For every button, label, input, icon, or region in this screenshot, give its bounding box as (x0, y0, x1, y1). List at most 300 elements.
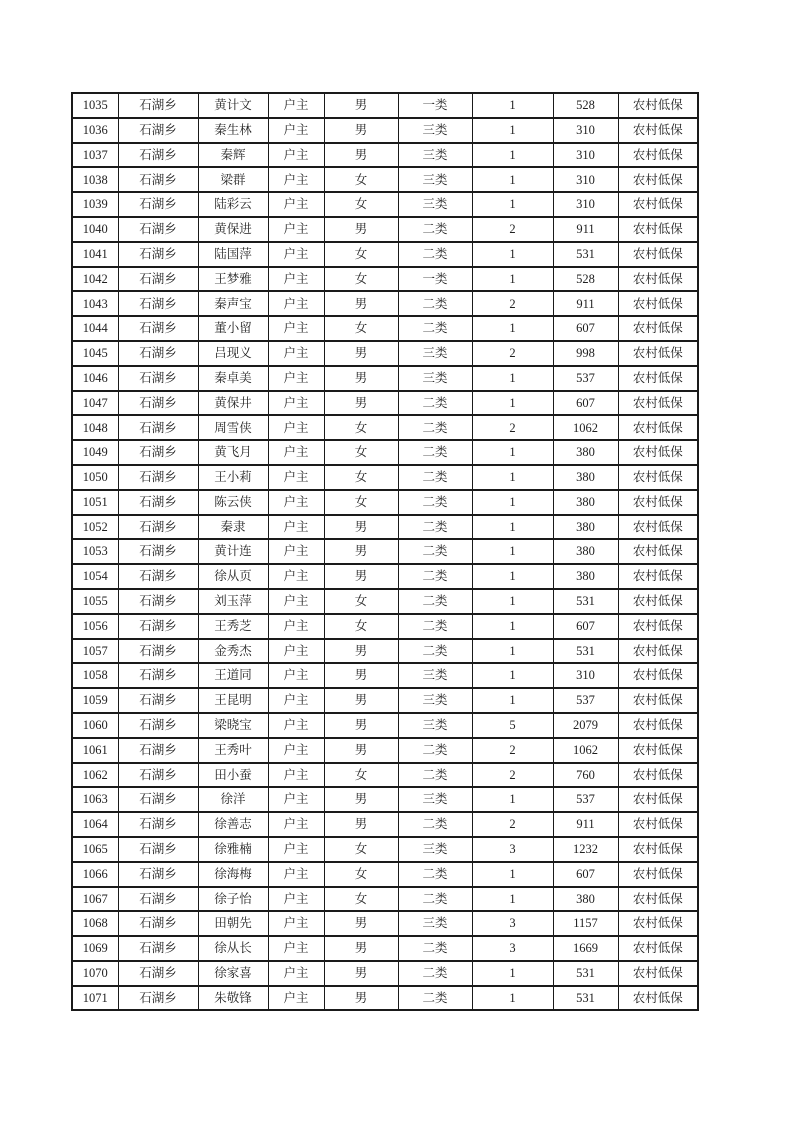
cell-township: 石湖乡 (118, 366, 198, 391)
cell-relationship: 户主 (268, 887, 324, 912)
cell-name: 秦隶 (198, 515, 268, 540)
cell-gender: 女 (324, 465, 398, 490)
cell-name: 徐海梅 (198, 862, 268, 887)
cell-relationship: 户主 (268, 812, 324, 837)
cell-relationship: 户主 (268, 614, 324, 639)
cell-township: 石湖乡 (118, 713, 198, 738)
table-row (72, 688, 698, 713)
cell-amount: 1232 (553, 837, 618, 862)
cell-township: 石湖乡 (118, 564, 198, 589)
cell-relationship: 户主 (268, 713, 324, 738)
cell-township: 石湖乡 (118, 539, 198, 564)
cell-subsidy-type: 农村低保 (618, 192, 698, 217)
cell-amount: 998 (553, 341, 618, 366)
cell-subsidy-type: 农村低保 (618, 862, 698, 887)
cell-subsidy-type: 农村低保 (618, 118, 698, 143)
cell-amount: 380 (553, 539, 618, 564)
cell-person-count: 1 (472, 192, 553, 217)
cell-person-count: 2 (472, 291, 553, 316)
cell-amount: 911 (553, 217, 618, 242)
cell-category: 二类 (398, 564, 472, 589)
cell-person-count: 1 (472, 490, 553, 515)
cell-amount: 760 (553, 763, 618, 788)
table-row (72, 738, 698, 763)
cell-person-count: 2 (472, 738, 553, 763)
cell-subsidy-type: 农村低保 (618, 341, 698, 366)
cell-amount: 531 (553, 961, 618, 986)
table-row (72, 936, 698, 961)
cell-amount: 607 (553, 316, 618, 341)
cell-amount: 537 (553, 366, 618, 391)
cell-relationship: 户主 (268, 267, 324, 292)
cell-serial-number: 1044 (72, 316, 118, 341)
cell-gender: 女 (324, 763, 398, 788)
cell-gender: 女 (324, 415, 398, 440)
cell-name: 王道同 (198, 663, 268, 688)
cell-amount: 537 (553, 787, 618, 812)
cell-serial-number: 1054 (72, 564, 118, 589)
cell-subsidy-type: 农村低保 (618, 267, 698, 292)
cell-township: 石湖乡 (118, 515, 198, 540)
table-row (72, 366, 698, 391)
table-row (72, 961, 698, 986)
cell-category: 二类 (398, 812, 472, 837)
cell-category: 一类 (398, 93, 472, 118)
cell-category: 二类 (398, 242, 472, 267)
cell-relationship: 户主 (268, 986, 324, 1011)
cell-gender: 女 (324, 316, 398, 341)
cell-name: 黄计连 (198, 539, 268, 564)
cell-subsidy-type: 农村低保 (618, 539, 698, 564)
cell-name: 徐雅楠 (198, 837, 268, 862)
cell-category: 二类 (398, 887, 472, 912)
cell-amount: 310 (553, 167, 618, 192)
cell-name: 徐洋 (198, 787, 268, 812)
table-row (72, 589, 698, 614)
cell-person-count: 1 (472, 986, 553, 1011)
cell-township: 石湖乡 (118, 391, 198, 416)
cell-township: 石湖乡 (118, 862, 198, 887)
cell-township: 石湖乡 (118, 341, 198, 366)
cell-gender: 女 (324, 837, 398, 862)
table-row (72, 391, 698, 416)
cell-serial-number: 1045 (72, 341, 118, 366)
cell-relationship: 户主 (268, 93, 324, 118)
table-row (72, 143, 698, 168)
cell-category: 二类 (398, 862, 472, 887)
cell-subsidy-type: 农村低保 (618, 812, 698, 837)
cell-serial-number: 1049 (72, 440, 118, 465)
cell-relationship: 户主 (268, 515, 324, 540)
cell-person-count: 1 (472, 267, 553, 292)
cell-name: 金秀杰 (198, 639, 268, 664)
table-row (72, 242, 698, 267)
cell-subsidy-type: 农村低保 (618, 217, 698, 242)
cell-name: 董小留 (198, 316, 268, 341)
cell-category: 三类 (398, 713, 472, 738)
cell-category: 三类 (398, 143, 472, 168)
cell-amount: 380 (553, 887, 618, 912)
table-row (72, 539, 698, 564)
cell-subsidy-type: 农村低保 (618, 763, 698, 788)
cell-amount: 2079 (553, 713, 618, 738)
cell-serial-number: 1035 (72, 93, 118, 118)
cell-subsidy-type: 农村低保 (618, 564, 698, 589)
cell-gender: 男 (324, 366, 398, 391)
table-row (72, 887, 698, 912)
cell-township: 石湖乡 (118, 961, 198, 986)
cell-relationship: 户主 (268, 490, 324, 515)
cell-relationship: 户主 (268, 192, 324, 217)
cell-township: 石湖乡 (118, 639, 198, 664)
cell-relationship: 户主 (268, 589, 324, 614)
cell-name: 黄保进 (198, 217, 268, 242)
cell-subsidy-type: 农村低保 (618, 143, 698, 168)
table-row (72, 986, 698, 1011)
cell-gender: 男 (324, 341, 398, 366)
cell-person-count: 1 (472, 961, 553, 986)
cell-relationship: 户主 (268, 341, 324, 366)
cell-relationship: 户主 (268, 961, 324, 986)
cell-gender: 女 (324, 167, 398, 192)
cell-subsidy-type: 农村低保 (618, 911, 698, 936)
cell-name: 秦声宝 (198, 291, 268, 316)
cell-subsidy-type: 农村低保 (618, 242, 698, 267)
cell-name: 黄计文 (198, 93, 268, 118)
table-body (72, 93, 698, 1010)
cell-category: 二类 (398, 490, 472, 515)
cell-subsidy-type: 农村低保 (618, 787, 698, 812)
cell-person-count: 1 (472, 465, 553, 490)
cell-township: 石湖乡 (118, 812, 198, 837)
cell-amount: 528 (553, 267, 618, 292)
cell-person-count: 1 (472, 589, 553, 614)
cell-subsidy-type: 农村低保 (618, 887, 698, 912)
cell-name: 徐善志 (198, 812, 268, 837)
cell-amount: 1157 (553, 911, 618, 936)
cell-amount: 310 (553, 192, 618, 217)
cell-relationship: 户主 (268, 688, 324, 713)
table-row (72, 316, 698, 341)
cell-category: 二类 (398, 515, 472, 540)
cell-serial-number: 1048 (72, 415, 118, 440)
cell-gender: 男 (324, 911, 398, 936)
cell-name: 周雪侠 (198, 415, 268, 440)
cell-gender: 男 (324, 787, 398, 812)
cell-serial-number: 1064 (72, 812, 118, 837)
cell-gender: 女 (324, 862, 398, 887)
cell-person-count: 1 (472, 539, 553, 564)
cell-category: 二类 (398, 986, 472, 1011)
table-row (72, 911, 698, 936)
cell-township: 石湖乡 (118, 291, 198, 316)
cell-category: 二类 (398, 961, 472, 986)
cell-category: 二类 (398, 316, 472, 341)
cell-subsidy-type: 农村低保 (618, 167, 698, 192)
cell-gender: 男 (324, 291, 398, 316)
cell-amount: 1669 (553, 936, 618, 961)
cell-gender: 男 (324, 217, 398, 242)
cell-relationship: 户主 (268, 465, 324, 490)
cell-serial-number: 1070 (72, 961, 118, 986)
cell-name: 吕现义 (198, 341, 268, 366)
cell-relationship: 户主 (268, 564, 324, 589)
cell-person-count: 2 (472, 415, 553, 440)
cell-township: 石湖乡 (118, 242, 198, 267)
cell-township: 石湖乡 (118, 490, 198, 515)
cell-person-count: 1 (472, 663, 553, 688)
cell-category: 二类 (398, 391, 472, 416)
cell-person-count: 2 (472, 217, 553, 242)
cell-person-count: 3 (472, 911, 553, 936)
cell-subsidy-type: 农村低保 (618, 366, 698, 391)
cell-township: 石湖乡 (118, 614, 198, 639)
cell-amount: 537 (553, 688, 618, 713)
cell-category: 三类 (398, 366, 472, 391)
cell-person-count: 2 (472, 763, 553, 788)
cell-person-count: 1 (472, 639, 553, 664)
cell-amount: 310 (553, 143, 618, 168)
cell-person-count: 1 (472, 515, 553, 540)
cell-relationship: 户主 (268, 763, 324, 788)
cell-gender: 男 (324, 986, 398, 1011)
cell-township: 石湖乡 (118, 663, 198, 688)
cell-relationship: 户主 (268, 440, 324, 465)
cell-category: 二类 (398, 465, 472, 490)
cell-gender: 女 (324, 242, 398, 267)
cell-serial-number: 1062 (72, 763, 118, 788)
cell-relationship: 户主 (268, 143, 324, 168)
cell-subsidy-type: 农村低保 (618, 490, 698, 515)
cell-gender: 女 (324, 267, 398, 292)
table-row (72, 663, 698, 688)
cell-category: 三类 (398, 192, 472, 217)
cell-subsidy-type: 农村低保 (618, 465, 698, 490)
table-row (72, 192, 698, 217)
cell-category: 二类 (398, 763, 472, 788)
cell-serial-number: 1039 (72, 192, 118, 217)
cell-name: 秦辉 (198, 143, 268, 168)
cell-category: 二类 (398, 936, 472, 961)
table-row (72, 787, 698, 812)
cell-name: 徐家喜 (198, 961, 268, 986)
cell-serial-number: 1058 (72, 663, 118, 688)
cell-amount: 310 (553, 118, 618, 143)
cell-subsidy-type: 农村低保 (618, 936, 698, 961)
cell-amount: 528 (553, 93, 618, 118)
cell-amount: 380 (553, 490, 618, 515)
cell-relationship: 户主 (268, 316, 324, 341)
cell-name: 王小莉 (198, 465, 268, 490)
cell-serial-number: 1063 (72, 787, 118, 812)
cell-township: 石湖乡 (118, 887, 198, 912)
cell-name: 黄飞月 (198, 440, 268, 465)
cell-serial-number: 1041 (72, 242, 118, 267)
cell-name: 朱敬锋 (198, 986, 268, 1011)
cell-serial-number: 1061 (72, 738, 118, 763)
cell-category: 三类 (398, 688, 472, 713)
cell-person-count: 1 (472, 887, 553, 912)
cell-township: 石湖乡 (118, 217, 198, 242)
cell-gender: 男 (324, 639, 398, 664)
cell-category: 三类 (398, 837, 472, 862)
cell-relationship: 户主 (268, 663, 324, 688)
cell-person-count: 2 (472, 812, 553, 837)
cell-serial-number: 1069 (72, 936, 118, 961)
cell-relationship: 户主 (268, 738, 324, 763)
cell-serial-number: 1042 (72, 267, 118, 292)
cell-relationship: 户主 (268, 936, 324, 961)
cell-subsidy-type: 农村低保 (618, 391, 698, 416)
cell-subsidy-type: 农村低保 (618, 639, 698, 664)
cell-gender: 男 (324, 118, 398, 143)
cell-relationship: 户主 (268, 217, 324, 242)
cell-relationship: 户主 (268, 118, 324, 143)
cell-category: 三类 (398, 911, 472, 936)
table-row (72, 639, 698, 664)
cell-person-count: 1 (472, 316, 553, 341)
cell-gender: 女 (324, 192, 398, 217)
cell-amount: 531 (553, 639, 618, 664)
cell-relationship: 户主 (268, 837, 324, 862)
cell-subsidy-type: 农村低保 (618, 316, 698, 341)
cell-category: 二类 (398, 217, 472, 242)
cell-gender: 男 (324, 539, 398, 564)
cell-subsidy-type: 农村低保 (618, 589, 698, 614)
cell-person-count: 3 (472, 936, 553, 961)
cell-township: 石湖乡 (118, 415, 198, 440)
table-row (72, 564, 698, 589)
table-row (72, 118, 698, 143)
cell-subsidy-type: 农村低保 (618, 440, 698, 465)
cell-person-count: 1 (472, 118, 553, 143)
cell-amount: 380 (553, 440, 618, 465)
cell-relationship: 户主 (268, 415, 324, 440)
cell-relationship: 户主 (268, 291, 324, 316)
table-row (72, 217, 698, 242)
cell-serial-number: 1059 (72, 688, 118, 713)
table-row (72, 93, 698, 118)
cell-serial-number: 1046 (72, 366, 118, 391)
cell-relationship: 户主 (268, 639, 324, 664)
cell-serial-number: 1051 (72, 490, 118, 515)
cell-township: 石湖乡 (118, 465, 198, 490)
cell-subsidy-type: 农村低保 (618, 961, 698, 986)
table-row (72, 515, 698, 540)
cell-category: 二类 (398, 614, 472, 639)
cell-township: 石湖乡 (118, 986, 198, 1011)
cell-person-count: 1 (472, 242, 553, 267)
cell-category: 一类 (398, 267, 472, 292)
cell-gender: 男 (324, 663, 398, 688)
table-row (72, 713, 698, 738)
cell-serial-number: 1050 (72, 465, 118, 490)
cell-amount: 310 (553, 663, 618, 688)
cell-amount: 911 (553, 291, 618, 316)
cell-person-count: 2 (472, 341, 553, 366)
cell-amount: 911 (553, 812, 618, 837)
cell-township: 石湖乡 (118, 118, 198, 143)
cell-gender: 女 (324, 440, 398, 465)
cell-gender: 男 (324, 738, 398, 763)
cell-township: 石湖乡 (118, 911, 198, 936)
cell-name: 刘玉萍 (198, 589, 268, 614)
cell-subsidy-type: 农村低保 (618, 837, 698, 862)
cell-amount: 607 (553, 862, 618, 887)
cell-person-count: 1 (472, 143, 553, 168)
cell-township: 石湖乡 (118, 167, 198, 192)
table-row (72, 267, 698, 292)
cell-township: 石湖乡 (118, 688, 198, 713)
cell-name: 陆国萍 (198, 242, 268, 267)
cell-serial-number: 1066 (72, 862, 118, 887)
cell-serial-number: 1067 (72, 887, 118, 912)
cell-township: 石湖乡 (118, 267, 198, 292)
cell-relationship: 户主 (268, 539, 324, 564)
cell-name: 秦生林 (198, 118, 268, 143)
cell-township: 石湖乡 (118, 93, 198, 118)
cell-township: 石湖乡 (118, 837, 198, 862)
table-row (72, 837, 698, 862)
cell-name: 陆彩云 (198, 192, 268, 217)
cell-serial-number: 1038 (72, 167, 118, 192)
table-row (72, 291, 698, 316)
cell-amount: 1062 (553, 415, 618, 440)
cell-gender: 男 (324, 688, 398, 713)
cell-serial-number: 1068 (72, 911, 118, 936)
cell-person-count: 1 (472, 366, 553, 391)
cell-relationship: 户主 (268, 366, 324, 391)
cell-gender: 男 (324, 961, 398, 986)
cell-amount: 607 (553, 391, 618, 416)
subsistence-allowance-table (71, 92, 699, 1011)
cell-subsidy-type: 农村低保 (618, 986, 698, 1011)
cell-serial-number: 1052 (72, 515, 118, 540)
cell-relationship: 户主 (268, 167, 324, 192)
cell-gender: 女 (324, 614, 398, 639)
cell-serial-number: 1055 (72, 589, 118, 614)
cell-category: 三类 (398, 341, 472, 366)
cell-township: 石湖乡 (118, 936, 198, 961)
table-row (72, 490, 698, 515)
cell-serial-number: 1040 (72, 217, 118, 242)
cell-gender: 女 (324, 589, 398, 614)
table-row (72, 167, 698, 192)
cell-relationship: 户主 (268, 787, 324, 812)
cell-serial-number: 1053 (72, 539, 118, 564)
cell-amount: 380 (553, 564, 618, 589)
cell-amount: 1062 (553, 738, 618, 763)
cell-name: 王梦雅 (198, 267, 268, 292)
cell-amount: 607 (553, 614, 618, 639)
cell-gender: 男 (324, 936, 398, 961)
cell-amount: 531 (553, 589, 618, 614)
cell-name: 梁晓宝 (198, 713, 268, 738)
cell-subsidy-type: 农村低保 (618, 738, 698, 763)
cell-serial-number: 1071 (72, 986, 118, 1011)
cell-serial-number: 1060 (72, 713, 118, 738)
cell-relationship: 户主 (268, 391, 324, 416)
cell-serial-number: 1056 (72, 614, 118, 639)
cell-gender: 男 (324, 515, 398, 540)
table-row (72, 465, 698, 490)
cell-amount: 380 (553, 465, 618, 490)
cell-person-count: 1 (472, 440, 553, 465)
cell-name: 徐从长 (198, 936, 268, 961)
cell-name: 陈云侠 (198, 490, 268, 515)
cell-name: 梁群 (198, 167, 268, 192)
cell-person-count: 1 (472, 787, 553, 812)
